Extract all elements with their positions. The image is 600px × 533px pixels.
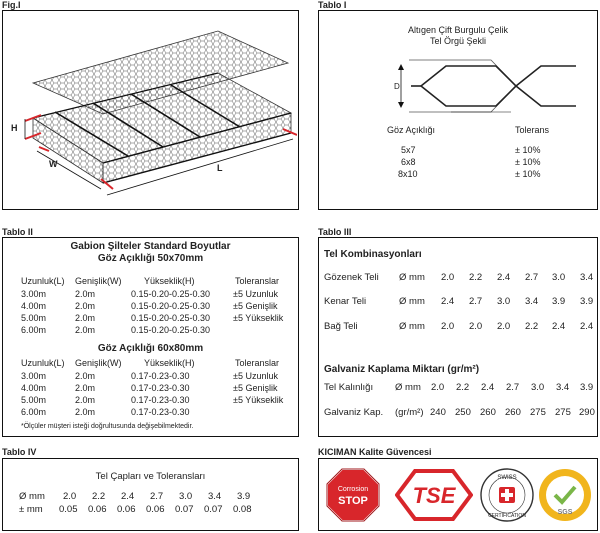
row-unit: Ø mm [399,296,425,307]
tablo1-title-2: Tel Örgü Şekli [429,36,487,46]
table-row [319,407,597,419]
tablo1-title-1: Altıgen Çift Burgulu Çelik [407,25,509,35]
svg-text:SWISS: SWISS [497,475,517,481]
cell: 2.0m [75,301,96,311]
svg-text:TSE: TSE [412,483,456,508]
tablo1-panel [318,10,598,210]
table-row [3,395,298,407]
row-unit: Ø mm [399,272,425,283]
cell: 260 [505,407,521,418]
table-row [319,382,597,394]
svg-text:Corrosion: Corrosion [337,486,369,493]
cell: 3.00m [21,371,47,381]
row-name: Kenar Teli [324,296,367,307]
cell: 2.7 [150,491,164,502]
cell: 2.0m [75,313,96,323]
gabion-mattress-drawing [3,11,297,208]
cell: 3.4 [208,491,222,502]
cell: 2.7 [469,296,483,307]
cell: 3.9 [552,296,566,307]
row-name: Bağ Teli [324,321,358,332]
cell: 0.17-0.23-0.30 [131,395,190,405]
cell: 3.4 [525,296,539,307]
table-row [3,289,298,301]
tablo2-panel [2,237,299,437]
cell: 0.06 [146,504,165,515]
cell: 0.17-0.23-0.30 [131,371,190,381]
tablo2-header-row [3,358,298,370]
cell: 2.0m [75,383,96,393]
cell: 0.08 [233,504,252,515]
fig1-panel [2,10,299,210]
tablo4-label: Tablo IV [2,447,37,457]
cell: 290 [579,407,595,418]
cell: 3.4 [580,272,594,283]
header-cell: Toleranslar [235,358,280,368]
cell: 3.0 [497,296,511,307]
header-cell: Uzunluk(L) [21,358,65,368]
cell: 0.05 [59,504,78,515]
cell: 0.15-0.20-0.25-0.30 [131,325,211,335]
cell: 2.0m [75,407,96,417]
tablo2-note: *Ölçüler müşteri isteği doğrultusunda değişebilmektedir. [21,423,194,430]
cell: 240 [430,407,446,418]
tablo2-sec2-title: Göz Açıklığı 60x80mm [97,343,204,354]
cell: 0.07 [175,504,194,515]
tablo1-row-goz: 8x10 [398,169,418,179]
cell: 250 [455,407,471,418]
table-row [3,504,298,516]
tablo3-panel [318,237,598,437]
tablo1-row-tol: ± 10% [515,157,541,167]
tablo1-row-tol: ± 10% [515,145,541,155]
cell: 3.0 [531,382,545,393]
row-name: ± mm [19,504,43,515]
corrosion-stop-logo [325,467,381,523]
cell: 0.15-0.20-0.25-0.30 [131,313,211,323]
quality-panel [318,458,598,531]
cell: 2.0m [75,289,96,299]
svg-text:SGS: SGS [557,509,573,516]
cell: ±5 Genişlik [233,301,278,311]
cell: ±5 Uzunluk [233,289,278,299]
svg-text:STOP: STOP [338,495,368,507]
cell: 0.15-0.20-0.25-0.30 [131,289,211,299]
cell: 2.0 [469,321,483,332]
cell: 2.4 [580,321,594,332]
table-row [3,491,298,503]
cell: 2.4 [441,296,455,307]
cell: 0.17-0.23-0.30 [131,383,190,393]
row-unit: (gr/m²) [395,407,424,418]
cell: 0.06 [117,504,136,515]
cell: 2.4 [497,272,511,283]
swiss-certification-logo [479,467,535,523]
quality-label: KICIMAN Kalite Güvencesi [318,447,432,457]
header-cell: Yükseklik(H) [144,358,195,368]
tablo2-title: Gabion Şilteler Standard Boyutlar [70,241,231,252]
cell: 4.00m [21,383,47,393]
tse-logo [395,469,473,521]
tablo2-label: Tablo II [2,227,33,237]
cell: 275 [555,407,571,418]
cell: 6.00m [21,325,47,335]
table-row [319,296,597,308]
table-row [3,313,298,325]
cell: 2.2 [456,382,470,393]
tablo3-label: Tablo III [318,227,352,237]
cell: 3.9 [580,296,594,307]
tablo4-panel [2,458,299,531]
cell: 2.0 [441,321,455,332]
cell: 3.00m [21,289,47,299]
cell: ±5 Yükseklik [233,313,284,323]
row-name: Gözenek Teli [324,272,379,283]
row-unit: Ø mm [395,382,421,393]
row-name: Galvaniz Kap. [324,407,384,418]
tablo1-col-tol: Tolerans [515,125,550,135]
sgs-logo [537,467,593,523]
cell: 2.0m [75,371,96,381]
cell: 2.4 [481,382,495,393]
svg-text:CERTIFICATION: CERTIFICATION [488,513,526,519]
cell: 2.2 [92,491,106,502]
cell: 0.06 [88,504,107,515]
dim-l-label: L [217,163,223,173]
row-name: Ø mm [19,491,45,502]
header-cell: Genişlik(W) [75,276,122,286]
header-cell: Genişlik(W) [75,358,122,368]
cell: 0.07 [204,504,223,515]
tablo1-label: Tablo I [318,0,347,10]
cell: 0.17-0.23-0.30 [131,407,190,417]
cell: 0.15-0.20-0.25-0.30 [131,301,211,311]
cell: 2.0 [441,272,455,283]
table-row [3,325,298,337]
cell: 3.9 [580,382,594,393]
cell: 5.00m [21,313,47,323]
tablo1-col-goz: Göz Açıklığı [387,125,436,135]
cell: 2.0m [75,395,96,405]
tablo4-title: Tel Çapları ve Toleransları [95,471,206,482]
cell: 3.0 [179,491,193,502]
cell: ±5 Genişlik [233,383,278,393]
header-cell: Toleranslar [235,276,280,286]
cell: 2.0m [75,325,96,335]
dim-w-label: W [49,159,58,169]
header-cell: Yükseklik(H) [144,276,195,286]
galvaniz-title: Galvaniz Kaplama Miktarı (gr/m²) [324,364,480,375]
cell: 2.7 [506,382,520,393]
cell: 6.00m [21,407,47,417]
cell: ±5 Uzunluk [233,371,278,381]
row-name: Tel Kalınlığı [324,382,374,393]
tablo1-row-tol: ± 10% [515,169,541,179]
table-row [3,371,298,383]
cell: 260 [480,407,496,418]
tablo1-row-goz: 5x7 [401,145,416,155]
cell: 2.4 [552,321,566,332]
tablo3-title: Tel Kombinasyonları [324,249,422,260]
tablo2-header-row [3,276,298,288]
cell: 275 [530,407,546,418]
tablo1-row-goz: 6x8 [401,157,416,167]
cell: 4.00m [21,301,47,311]
cell: 3.0 [552,272,566,283]
table-row [319,272,597,284]
row-unit: Ø mm [399,321,425,332]
table-row [319,321,597,333]
cell: 5.00m [21,395,47,405]
table-row [3,383,298,395]
cell: 2.2 [469,272,483,283]
dim-d-label: D [394,82,400,91]
hexagonal-mesh-diagram [391,56,591,116]
cell: 3.4 [556,382,570,393]
cell: 3.9 [237,491,251,502]
cell: 2.0 [63,491,77,502]
cell: ±5 Yükseklik [233,395,284,405]
cell: 2.2 [525,321,539,332]
cell: 2.4 [121,491,135,502]
table-row [3,301,298,313]
cell: 2.7 [525,272,539,283]
table-row [3,407,298,419]
cell: 2.0 [497,321,511,332]
dim-h-label: H [11,123,18,133]
cell: 2.0 [431,382,445,393]
tablo2-sec1-title: Göz Açıklığı 50x70mm [97,253,204,264]
fig1-label: Fig.I [2,0,21,10]
header-cell: Uzunluk(L) [21,276,65,286]
